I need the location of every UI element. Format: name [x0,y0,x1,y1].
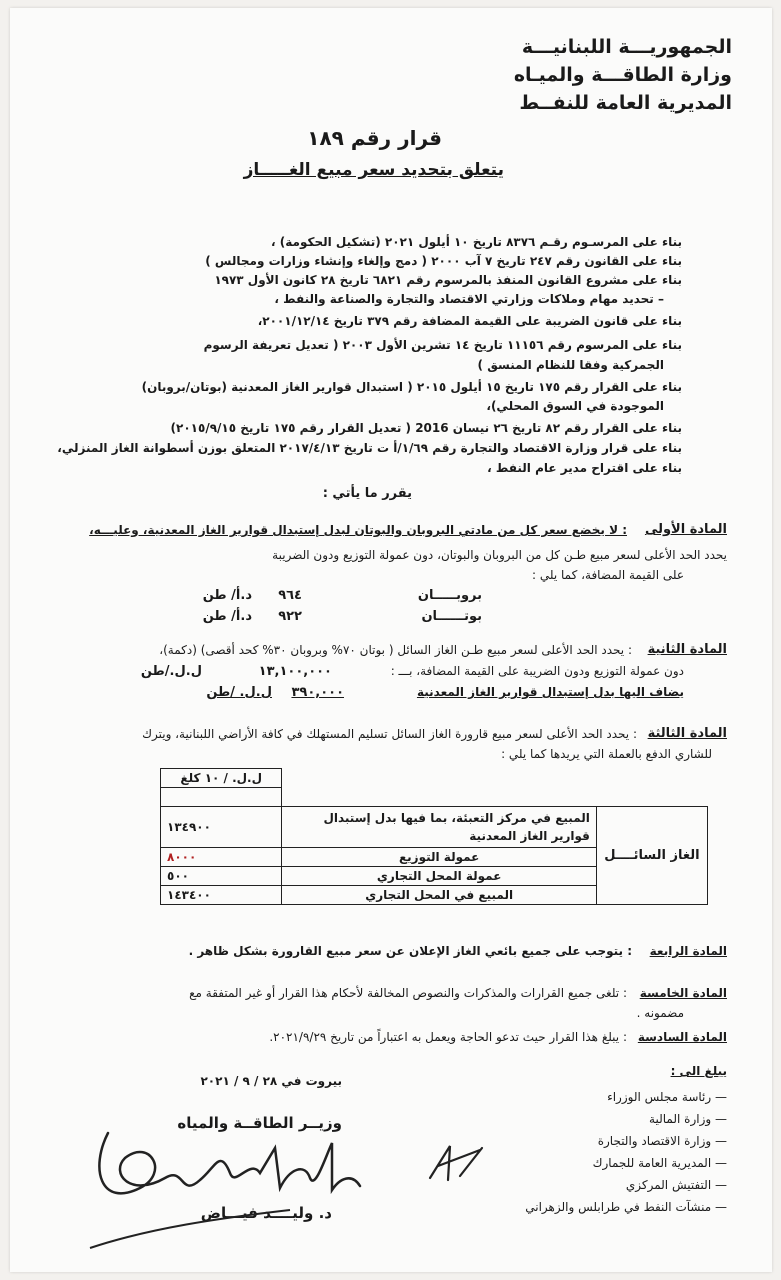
row-value: ١٤٣٤٠٠ [161,885,282,904]
article2-price-unit: ل.ل./طن [140,664,202,679]
distribution-item: — المديرية العامة للجمارك [592,1156,727,1170]
decision-subject: يتعلق بتحديد سعر مبيع الغـــــاز [243,160,504,180]
decision-number: قرار رقم ١٨٩ [307,126,442,150]
row-value: ٥٠٠ [161,866,282,885]
initials-signature [420,1138,490,1188]
decides-heading: يقرر ما يأتي : [322,486,412,501]
propane-value: ٩٦٤ [278,588,302,603]
preamble-line: بناء على المرسـوم رقـم ٨٣٧٦ تاريخ ١٠ أيلول ٢٠٢١ (تشكيل الحكومة) ، [271,235,682,249]
row-value: ٨٠٠٠ [161,847,282,866]
distribution-title: يبلغ الى : [670,1064,727,1078]
butane-unit: د.أ/ طن [202,609,252,624]
propane-label: بروبـــــان [417,588,482,603]
row-label: عمولة المحل التجاري [282,866,596,885]
butane-label: بوتــــــان [421,609,482,624]
propane-unit: د.أ/ طن [202,588,252,603]
article4-title: المادة الرابعة [649,944,727,958]
gas-price-table [160,768,708,905]
signature-date: بيروت في ٢٨ / ٩ / ٢٠٢١ [200,1074,342,1088]
article2-price: ١٣,١٠٠,٠٠٠ [258,664,332,679]
article1-headline: : لا يخضع سعر كل من مادتي البروبان والبوتان لبدل إستبدال قوارير الغاز المعدنية، وعليـــه، [89,523,627,537]
article1-title: المادة الأولى [644,522,727,537]
directorate-name: المديرية العامة للنفــط [519,92,732,114]
article2-extra-value: ٣٩٠,٠٠٠ [291,685,344,700]
article6-text: : يبلغ هذا القرار حيث تدعو الحاجة ويعمل به اعتباراً من تاريخ ٢٠٢١/٩/٢٩. [269,1030,627,1044]
table-unit-header: ل.ل. / ١٠ كلغ [161,769,282,788]
distribution-item: — رئاسة مجلس الوزراء [607,1090,727,1104]
row-label: المبيع في مركز التعبئة، بما فيها بدل إستبدال قوارير الغاز المعدنية [282,806,596,847]
product-cell: الغاز السائــــل [596,806,707,904]
row-label: المبيع في المحل التجاري [282,885,596,904]
minister-signature [70,1118,380,1258]
article2-title: المادة الثانية [647,642,727,657]
article4-text: : يتوجب على جميع بائعي الغاز الإعلان عن سعر مبيع القارورة بشكل ظاهر . [188,944,632,958]
article6-title: المادة السادسة [637,1030,727,1044]
article1-text: يحدد الحد الأعلى لسعر مبيع طـن كل من البروبان والبوتان، دون عمولة التوزيع ودون الضريبة [272,548,727,562]
preamble-line: بناء على القرار رقم ٨٢ تاريخ ٢٦ نيسان 2016 ( تعديل القرار رقم ١٧٥ تاريخ ٢٠١٥/٩/١٥) [170,421,682,435]
minister-name: د. وليــــد فيـــاض [200,1204,332,1222]
article5-text: : تلغى جميع القرارات والمذكرات والنصوص المخالفة لأحكام هذا القرار أو غير المتفقة مع [189,986,627,1000]
ministry-name: وزارة الطاقـــة والميـاه [513,64,732,86]
article1-text: على القيمة المضافة، كما يلي : [532,568,684,582]
article3-text: للشاري الدفع بالعملة التي يريدها كما يلي : [501,747,712,761]
butane-value: ٩٢٢ [278,609,302,624]
preamble-line: بناء على مشروع القانون المنفذ بالمرسوم رقم ٦٨٢١ تاريخ ٢٨ كانون الأول ١٩٧٣ [214,273,682,287]
preamble-line: بناء على اقتراح مدير عام النفط ، [487,461,682,475]
distribution-item: — وزارة المالية [649,1112,727,1126]
article2-extra-unit: ل.ل. /طن [206,685,272,700]
preamble-line: بناء على القرار رقم ١٧٥ تاريخ ١٥ أيلول ٢٠١٥ ( استبدال قوارير الغاز المعدنية (بوتان/بروبان) [141,380,682,394]
distribution-item: — منشآت النفط في طرابلس والزهراني [525,1200,727,1214]
distribution-item: — وزارة الاقتصاد والتجارة [597,1134,727,1148]
preamble-line: بناء على قرار وزارة الاقتصاد والتجارة رقم ١/٦٩/أ ت تاريخ ٢٠١٧/٤/١٣ المتعلق بوزن أسطوانة الغاز المنزلي، [57,441,682,455]
article3-title: المادة الثالثة [647,726,727,741]
preamble-line: بناء على القانون رقم ٢٤٧ تاريخ ٧ آب ٢٠٠٠ ( دمج وإلغاء وإنشاء وزارات ومجالس ) [205,254,682,268]
article5-text: مضمونه . [636,1006,684,1020]
preamble-line: الجمركية وفقا للنظام المنسق ) [477,358,664,372]
row-label: عمولة التوزيع [282,847,596,866]
article2-text: دون عمولة التوزيع ودون الضريبة على القيمة المضافة، بـــ : [390,664,684,678]
decision-document [10,8,772,1272]
article3-text: : يحدد الحد الأعلى لسعر مبيع قارورة الغاز السائل تسليم المستهلك في كافة الأراضي اللبنانية، ويترك [142,727,637,741]
preamble-line: بناء على قانون الضريبة على القيمة المضافة رقم ٣٧٩ تاريخ ٢٠٠١/١٢/١٤، [257,314,682,328]
preamble-line: الموجودة في السوق المحلي)، [486,399,664,413]
preamble-line: – تحديد مهام وملاكات وزارتي الاقتصاد والتجارة والصناعة والنفط ، [274,292,664,306]
distribution-item: — التفتيش المركزي [625,1178,727,1192]
row-value: ١٣٤٩٠٠ [161,806,282,847]
article2-text: : يحدد الحد الأعلى لسعر مبيع طـن الغاز السائل ( بوتان ٧٠% وبروبان ٣٠% كحد أقصى) (دكمة)، [159,643,632,657]
republic-name: الجمهوريـــة اللبنانيـــة [521,36,732,58]
table-row [161,806,708,847]
preamble-line: بناء على المرسوم رقم ١١١٥٦ تاريخ ١٤ تشرين الأول ٢٠٠٣ ( تعديل تعريفة الرسوم [203,338,682,352]
article2-extra-label: يضاف اليها بدل إستبدال قوارير الغاز المعدنية [416,685,684,699]
article5-title: المادة الخامسة [639,986,727,1000]
minister-title: وزيــر الطاقــة والمياه [177,1114,342,1132]
